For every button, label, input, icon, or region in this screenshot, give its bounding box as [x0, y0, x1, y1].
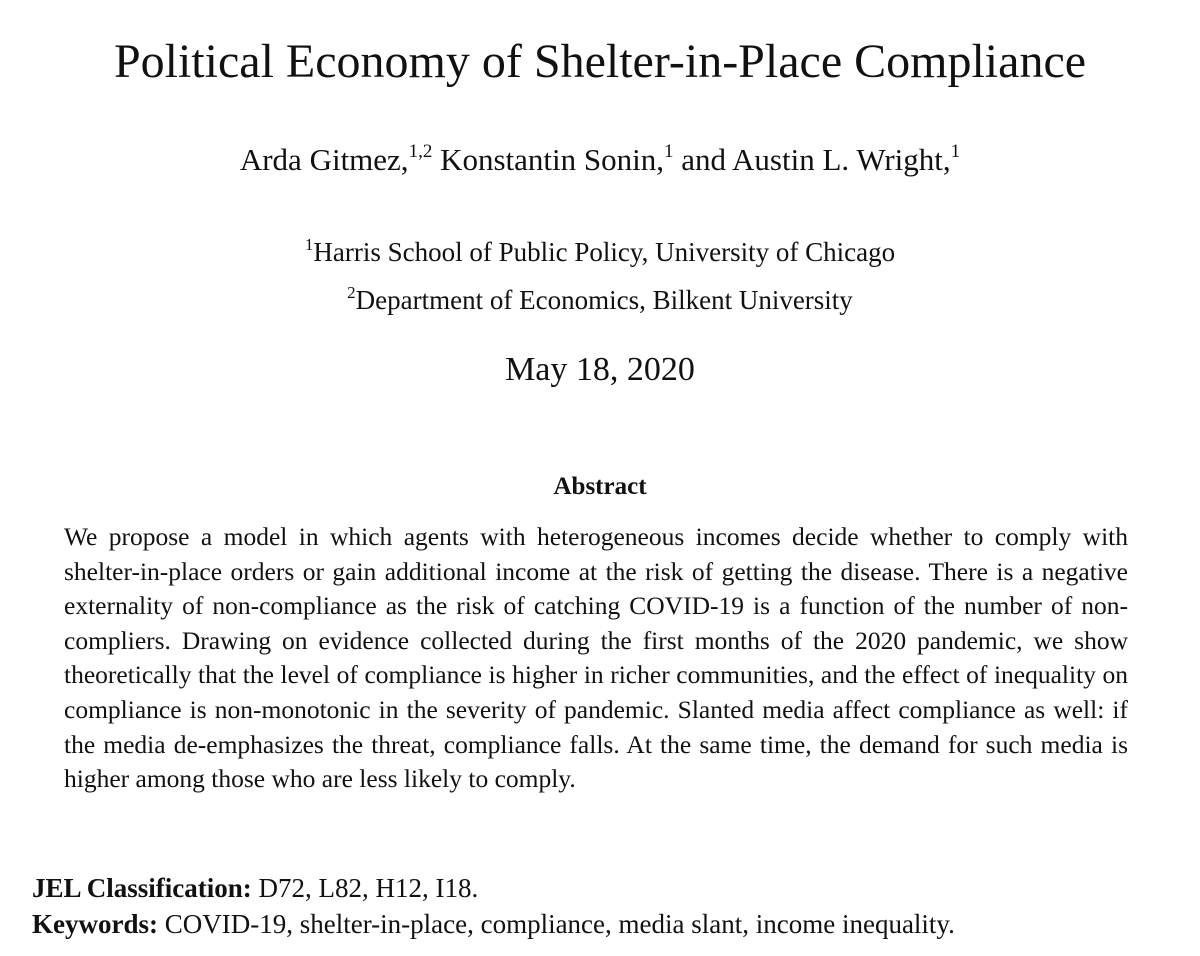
keywords-value: COVID-19, shelter-in-place, compliance, media slant, income inequality.	[164, 909, 955, 939]
affiliation-text: Harris School of Public Policy, University of Chicago	[313, 237, 896, 267]
author-affiliation-mark: 1,2	[408, 141, 433, 162]
author-name: Arda Gitmez,	[239, 142, 409, 177]
affiliation	[0, 281, 1200, 319]
affiliation	[0, 233, 1200, 271]
author-affiliation-mark: 1	[663, 141, 674, 162]
abstract-text: We propose a model in which agents with heterogeneous incomes decide whether to comply with shelter-in-place orders or gain additional income at the risk of getting the disease. There is a negative externality of non-compliance as the risk of catching COVID-19 is a function of the number of non-compliers. Drawing on evidence collected during the first months of the 2020 pandemic, we show theoretically that the level of compliance is higher in richer communities, and the effect of inequality on compliance is non-monotonic in the severity of pandemic. Slanted media affect compliance as well: if the media de-emphasizes the threat, compliance falls. At the same time, the demand for such media is higher among those who are less likely to comply.	[64, 522, 1128, 794]
jel-label: JEL Classification:	[32, 873, 252, 903]
author-list	[0, 138, 1200, 182]
affiliation-mark: 2	[347, 283, 356, 302]
paper-title: Political Economy of Shelter-in-Place Compliance	[113, 35, 1087, 88]
keywords	[32, 906, 1172, 942]
publication-date: May 18, 2020	[505, 351, 695, 388]
author-name: Austin L. Wright,	[732, 142, 951, 177]
jel-classification	[32, 870, 1172, 906]
abstract-heading: Abstract	[553, 473, 647, 500]
affiliation-text: Department of Economics, Bilkent University	[355, 285, 853, 315]
affiliation-mark: 1	[304, 235, 314, 254]
keywords-label: Keywords:	[32, 909, 158, 939]
jel-value: D72, L82, H12, I18.	[258, 873, 479, 903]
author-name: Konstantin Sonin,	[440, 142, 664, 177]
author-joiner: and	[681, 142, 726, 177]
author-affiliation-mark: 1	[950, 141, 961, 162]
